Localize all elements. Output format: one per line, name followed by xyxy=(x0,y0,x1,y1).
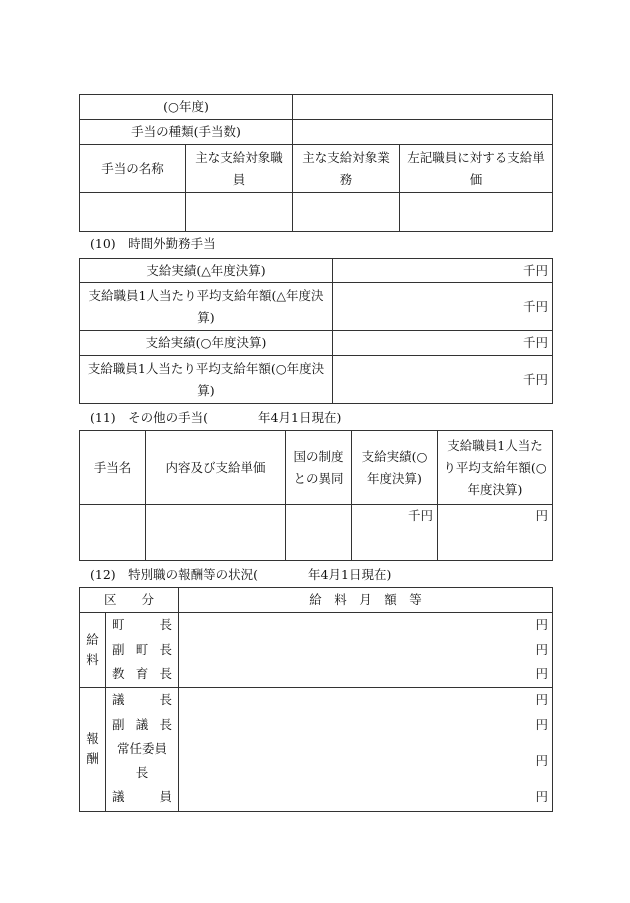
payment-record-unit: 千円 xyxy=(352,505,438,561)
remuneration-names-cell xyxy=(106,687,179,811)
header-target-staff: 主な支給対象職員 xyxy=(186,145,293,193)
header-monthly-amount: 給 料 月 額 等 xyxy=(179,588,553,613)
amount-unit: 円 xyxy=(535,789,549,805)
amount-unit: 円 xyxy=(535,617,549,632)
overtime-row-label: 支給実績(○年度決算) xyxy=(80,331,333,356)
header-unit-price: 左記職員に対する支給単価 xyxy=(400,145,553,193)
empty-cell xyxy=(146,505,286,561)
overtime-row-unit: 千円 xyxy=(333,356,553,404)
overtime-row-label: 支給職員1人当たり平均支給年額(△年度決算) xyxy=(80,283,333,331)
header-content-price: 内容及び支給単価 xyxy=(146,431,286,505)
remuneration-group-cell xyxy=(80,687,106,811)
year-value-cell xyxy=(293,95,553,120)
salary-group-label: 給料 xyxy=(86,631,99,667)
amount-unit: 円 xyxy=(535,641,549,657)
allowance-kinds-table xyxy=(79,94,552,232)
empty-cell xyxy=(293,193,400,232)
header-target-work: 主な支給対象業務 xyxy=(293,145,400,193)
special-positions-table xyxy=(79,587,552,812)
remuneration-amounts-cell xyxy=(179,687,553,811)
salary-group-cell xyxy=(80,613,106,688)
empty-cell xyxy=(400,193,553,232)
empty-cell xyxy=(286,505,352,561)
position-vice-chair: 副議長 xyxy=(112,716,173,732)
overtime-row-unit: 千円 xyxy=(333,331,553,356)
year-label: (○年度) xyxy=(80,95,293,120)
header-category: 区 分 xyxy=(80,588,179,613)
kinds-value-cell xyxy=(293,120,553,145)
amount-unit: 円 xyxy=(535,692,549,708)
overtime-row-label: 支給実績(△年度決算) xyxy=(80,259,333,283)
empty-cell xyxy=(80,193,186,232)
header-allowance-name: 手当名 xyxy=(80,431,146,505)
special-positions-heading: (12) 特別職の報酬等の状況( 年4月1日現在) xyxy=(90,567,392,582)
overtime-table xyxy=(79,258,552,404)
position-chair: 議長 xyxy=(112,692,173,708)
header-allowance-name: 手当の名称 xyxy=(80,145,186,193)
amount-unit: 円 xyxy=(535,753,549,769)
overtime-row-label: 支給職員1人当たり平均支給年額(○年度決算) xyxy=(80,356,333,404)
overtime-row-unit: 千円 xyxy=(333,259,553,283)
other-allowances-heading: (11) その他の手当( 年4月1日現在) xyxy=(90,410,342,425)
average-annual-unit: 円 xyxy=(438,505,553,561)
empty-cell xyxy=(80,505,146,561)
position-committee-chair: 常任委員長 xyxy=(117,741,168,781)
other-allowances-table xyxy=(79,430,552,561)
empty-cell xyxy=(186,193,293,232)
salary-amounts-cell xyxy=(179,613,553,688)
overtime-row-unit: 千円 xyxy=(333,283,553,331)
header-national-diff: 国の制度との異同 xyxy=(286,431,352,505)
header-payment-record: 支給実績(○年度決算) xyxy=(352,431,438,505)
position-member: 議員 xyxy=(112,789,173,805)
remuneration-group-label: 報酬 xyxy=(86,731,99,766)
salary-names-cell xyxy=(106,613,179,688)
position-superintendent: 教育長 xyxy=(112,666,173,681)
overtime-heading: (10) 時間外勤務手当 xyxy=(90,236,216,251)
position-mayor: 町長 xyxy=(112,617,173,632)
kinds-label: 手当の種類(手当数) xyxy=(80,120,293,145)
amount-unit: 円 xyxy=(535,716,549,732)
amount-unit: 円 xyxy=(535,666,549,681)
header-average-annual: 支給職員1人当たり平均支給年額(○年度決算) xyxy=(438,431,553,505)
position-deputy-mayor: 副町長 xyxy=(112,641,173,657)
